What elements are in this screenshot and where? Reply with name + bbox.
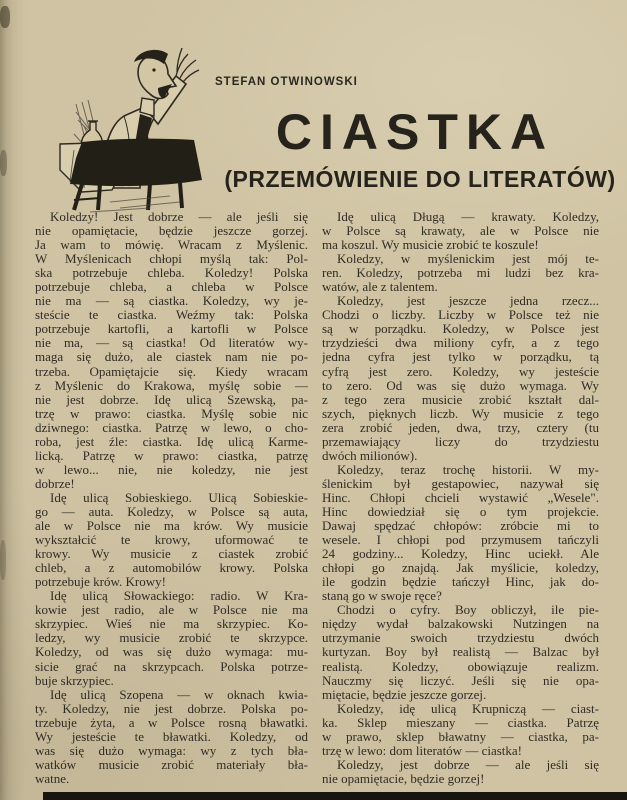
text-line: Koledzy, jest dobrze — ale jeśli się: [337, 757, 599, 772]
text-line: Koledzy, teraz trochę historii. W my-: [337, 462, 599, 477]
text-line: ty. Koledzy, nie jest dobrze. Polska po-: [35, 701, 308, 716]
text-line: realistą. Koledzy, obowiązuje realizm.: [322, 659, 599, 674]
text-line: watne.: [35, 771, 70, 786]
text-line: 24 godziny... Koledzy, Hinc uciekł. Ale: [322, 547, 599, 562]
paragraph: [322, 294, 599, 463]
paragraph: [322, 252, 599, 294]
text-line: maga się dużo, ale ciastek nam nie po-: [35, 350, 308, 365]
speaker-illustration: [30, 42, 210, 214]
text-line: watów, ale z talentem.: [322, 280, 438, 295]
text-line: kurtyzan. Boy był realistą — Balzac był: [322, 645, 599, 660]
text-line: miętacie, będzie jeszcze gorzej.: [322, 687, 487, 702]
text-line: staną go w swoje ręce?: [322, 589, 442, 604]
text-line: nie ma, — są ciastka! Od literatów wy-: [35, 336, 308, 351]
text-line: szych, pięknych liczb. Wy musicie z tego: [322, 406, 599, 421]
text-line: was się dużo wymaga: wy z tych bła-: [35, 743, 308, 758]
bottom-rule: [43, 792, 627, 800]
text-line: watków musicie zrobić materiały bła-: [35, 757, 308, 772]
text-line: trzebuje żyta, a w Polsce rosną bławatki.: [35, 715, 308, 730]
text-line: ale w Polsce nie ma krów. Wy musicie: [35, 519, 308, 534]
text-line: licką. Patrzę w prawo: ciastka, patrzę: [35, 448, 308, 463]
text-line: niędzy wydał balzakowski Nutzingen na: [322, 617, 599, 632]
text-line: Koledzy, idę ulicą Krupniczą — ciast-: [337, 701, 599, 716]
paragraph: [322, 758, 599, 786]
text-line: potrzebuje krów. Krowy!: [35, 575, 166, 590]
text-line: w lewo... nie, nie koledzy, nie jest: [35, 462, 308, 477]
text-line: roba, jest źle: ciastka. Idę ulicą Karme-: [35, 434, 308, 449]
text-line: dziwnego: ciastka. Patrzę w lewo, o cho-: [35, 420, 308, 435]
text-line: Idę ulicą Słowackiego: radio. W Kra-: [50, 589, 308, 604]
paragraph: [322, 603, 599, 701]
article-title: CIASTKA: [275, 104, 555, 160]
paragraph: [35, 491, 308, 589]
paragraph: [35, 589, 308, 687]
text-line: ren. Koledzy, potrzeba mi ludzi bez kra-: [322, 266, 599, 281]
text-line: trzę w prawo: ciastka. Myślę sobie nic: [35, 406, 308, 421]
text-line: Koledzy, w myślenickim jest mój te-: [337, 252, 599, 267]
text-line: przemawiający liczy do trzydziestu: [322, 434, 599, 449]
text-line: Nauczmy się liczyć. Jeśli się nie opa-: [322, 673, 599, 688]
text-line: W Myślenicach chłopi myślą tak: Pol-: [35, 252, 308, 267]
text-line: buje skrzypiec.: [35, 673, 114, 688]
text-line: ledzy, wy musicie zrobić te skrzypce.: [35, 631, 308, 646]
paragraph: [322, 702, 599, 758]
text-line: ślenickim był gestapowiec, nazywał się: [322, 476, 599, 491]
text-line: utrzymanie swoich trzydziestu dwóch: [322, 631, 599, 646]
article-subtitle: (PRZEMÓWIENIE DO LITERATÓW): [224, 166, 616, 192]
text-line: potrzebuje chleba, a chleba w Polsce: [35, 280, 308, 295]
scan-artifact: [0, 6, 10, 28]
text-line: Hinc. Chłopi chcieli wystawić „Wesele".: [322, 490, 599, 505]
text-line: jedna cyfra jest tylko w porządku, tą: [322, 350, 599, 365]
page-edge-shadow: [0, 0, 26, 800]
hand: [176, 48, 199, 82]
text-line: wesele. I chłopi pod przymusem tańczyli: [322, 533, 599, 548]
text-line: potrzebuje kartofli, a kartofli w Polsce: [35, 322, 308, 337]
text-line: steście te ciastka. Weźmy tak: Polska: [35, 308, 308, 323]
text-line: nie opamiętacie, będzie jeszcze gorzej.: [35, 224, 308, 239]
text-line: ka. Sklep mieszany — ciastka. Patrzę: [322, 715, 599, 730]
paragraph: [322, 210, 599, 252]
text-line: cyfrą jest zero. Koledzy, wy jesteście: [322, 364, 599, 379]
text-line: wykształcić te krowy, uformować te: [35, 533, 308, 548]
text-line: dwóch milionów).: [322, 448, 418, 463]
text-line: Chodzi o liczby. Liczby w Polsce też nie: [322, 308, 599, 323]
text-line: nie opamiętacie, będzie gorzej!: [322, 771, 485, 786]
text-line: Hinc dowiedział się o tym projekcie.: [322, 504, 599, 519]
text-column-left: [35, 210, 308, 786]
text-line: zera zrobić jeden, dwa, trzy, cztery (tu: [322, 420, 599, 435]
paragraph: [35, 210, 308, 491]
text-column-right: [322, 210, 599, 786]
text-line: ska potrzebuje chleba. Koledzy! Polska: [35, 266, 308, 281]
text-line: trzę w lewo: dom literatów — ciastka!: [322, 743, 522, 758]
text-line: nie ma — są ciastka. Koledzy, wy je-: [35, 294, 308, 309]
text-line: trzeba. Opamiętajcie się. Kiedy wracam: [35, 364, 308, 379]
text-line: Koledzy! Jest dobrze — ale jeśli się: [50, 210, 308, 224]
text-line: w Polsce są krawaty, ale w Polsce nie: [322, 224, 599, 239]
text-line: ile godzin będzie tańczył Hinc, jak do-: [322, 575, 599, 590]
text-line: z tego zera musicie zrobić kształt dal-: [322, 392, 599, 407]
text-line: Idę ulicą Długą — krawaty. Koledzy,: [337, 210, 599, 224]
paragraph: [322, 463, 599, 603]
text-line: Idę ulicą Szopena — w oknach kwia-: [50, 687, 308, 702]
text-line: ma koszul. Wy musicie zrobić te koszule!: [322, 238, 539, 253]
text-line: z Myślenic do Krakowa, myślę sobie —: [35, 378, 308, 393]
text-line: w prawo, sklep bławatny — ciastka, pa-: [322, 729, 599, 744]
text-line: Chodzi o cyfry. Boy obliczył, ile pie-: [337, 603, 599, 618]
text-line: chłopi go znajdą. Jak myślicie, koledzy,: [322, 561, 599, 576]
text-line: chleb, a z automobilów krowy. Polska: [35, 561, 308, 576]
author-name: STEFAN OTWINOWSKI: [215, 76, 358, 88]
text-line: trzydzieści dwa miliony cyfr, a z tego: [322, 336, 599, 351]
text-line: kowie jest radio, ale w Polsce nie ma: [35, 603, 308, 618]
scan-artifact: [0, 540, 6, 580]
text-line: są w porządku. Koledzy, w Polsce jest: [322, 322, 599, 337]
text-line: Wy jesteście te bławatki. Koledzy, od: [35, 729, 308, 744]
text-line: Dawaj spędzać chłopów: zróbcie mi to: [322, 519, 599, 534]
text-line: sicie grać na skrzypcach. Polska potrze-: [35, 659, 308, 674]
text-line: Koledzy, jest jeszcze jedna rzecz...: [337, 294, 599, 309]
text-line: dobrze!: [35, 476, 75, 491]
table-drape: [70, 139, 202, 186]
text-line: Idę ulicą Sobieskiego. Ulicą Sobieskie-: [50, 490, 308, 505]
text-line: go — auta. Koledzy, w Polsce są auta,: [35, 504, 308, 519]
text-line: Koledzy, od was się dużo wymaga: mu-: [35, 645, 308, 660]
scan-artifact: [0, 150, 7, 176]
text-line: krowy. Wy musicie z ciastek zrobić: [35, 547, 308, 562]
text-line: to zero. Od was się dużo wymaga. Wy: [322, 378, 599, 393]
paragraph: [35, 688, 308, 786]
text-line: skrzypiec. Wieś nie ma skrzypiec. Ko-: [35, 617, 308, 632]
text-line: Ja wam to mówię. Wracam z Myślenic.: [35, 238, 308, 253]
text-line: nie jest dobrze. Idę ulicą Szewską, pa-: [35, 392, 308, 407]
